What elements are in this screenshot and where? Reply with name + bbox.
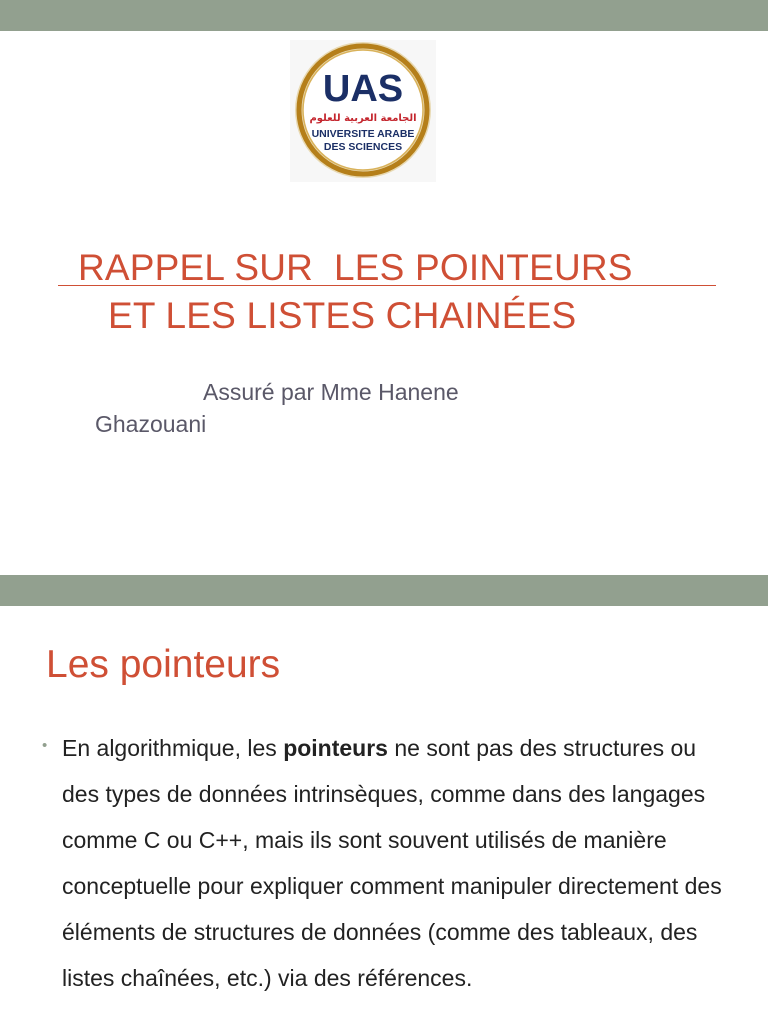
logo-name-line2: DES SCIENCES bbox=[323, 141, 403, 153]
university-logo bbox=[290, 40, 436, 182]
slide1-title bbox=[58, 244, 718, 340]
logo-letters: UAS bbox=[322, 68, 404, 110]
slide1-title-line1: RAPPEL SUR LES POINTEURS bbox=[78, 247, 633, 288]
slide1-title-line2: ET LES LISTES CHAINÉES bbox=[108, 295, 577, 336]
bullet-body-text: ne sont pas des structures ou des types de données intrinsèques, comme dans des langages comme C ou C++, mais ils sont souvent utilisés de manière conceptuelle pour expliquer comment manipuler directement des éléments de structures de données (comme des tableaux, des listes chaînées, etc.) via des références. bbox=[62, 735, 722, 991]
bullet-marker: • bbox=[42, 737, 48, 754]
uas-logo-emblem bbox=[290, 40, 436, 182]
logo-arabic-name: الجامعة العربية للعلوم bbox=[309, 113, 417, 124]
slide1-presenter: Assuré par Mme Hanene Ghazouani bbox=[95, 379, 459, 437]
bullet-intro-text: En algorithmique, les bbox=[62, 735, 284, 761]
bullet-keyword: pointeurs bbox=[283, 735, 388, 761]
slide2-header-band bbox=[0, 575, 768, 606]
logo-name-line1: UNIVERSITE ARABE bbox=[311, 128, 415, 140]
bullet-paragraph bbox=[62, 725, 727, 1001]
slide1-header-band bbox=[0, 0, 768, 31]
slide2-title: Les pointeurs bbox=[46, 643, 281, 686]
